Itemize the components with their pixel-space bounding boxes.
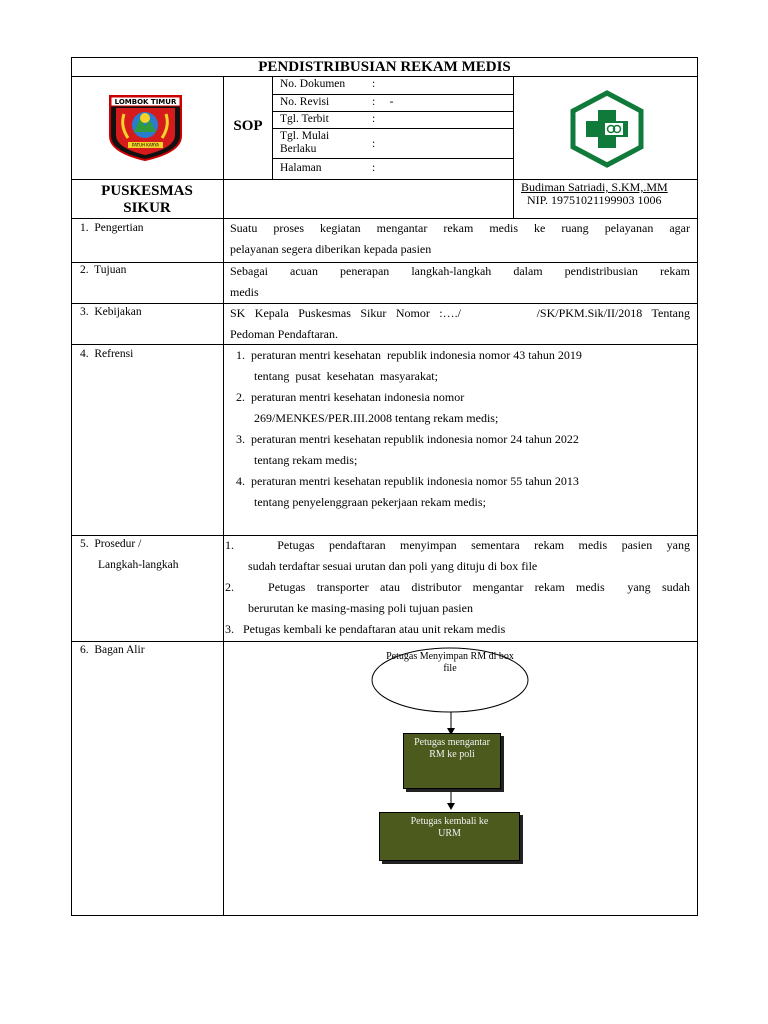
list-item-cont: tentang penyelenggraan pekerjaan rekam medis;: [254, 495, 486, 509]
flow-arrowhead-2: [447, 803, 455, 810]
institution-line: SIKUR: [123, 200, 171, 216]
flow-node-start: Petugas Menyimpan RM di box file: [386, 651, 514, 674]
section-label-kebijakan: 3. Kebijakan: [80, 306, 142, 318]
list-item: 1. peraturan mentri kesehatan republik indonesia nomor 43 tahun 2019: [236, 348, 582, 362]
list-item: 2. Petugas transporter atau distributor mengantar rekam medis yang sudah: [225, 580, 690, 594]
list-item: 3. Petugas kembali ke pendaftaran atau unit rekam medis: [225, 622, 506, 636]
tujuan-line: medis: [230, 285, 259, 299]
list-item-cont: berurutan ke masing-masing poli tujuan pasien: [248, 601, 473, 615]
meta-label: Tgl. Terbit: [280, 113, 329, 125]
list-item-cont: tentang rekam medis;: [254, 453, 358, 467]
meta-label: Tgl. Mulai Berlaku: [280, 130, 330, 155]
meta-value: :: [372, 162, 376, 174]
logo-caption: LOMBOK TIMUR: [114, 98, 177, 106]
list-item: 2. peraturan mentri kesehatan indonesia nomor: [236, 390, 465, 404]
institution-line: PUSKESMAS: [101, 183, 193, 199]
meta-label: Halaman: [280, 162, 322, 174]
meta-value: :: [372, 113, 376, 125]
pengertian-line: Suatu proses kegiatan mengantar rekam medis ke ruang pelayanan agar: [230, 221, 690, 235]
document-title: PENDISTRIBUSIAN REKAM MEDIS: [258, 59, 511, 75]
meta-label: No. Revisi: [280, 96, 330, 108]
list-item-cont: 269/MENKES/PER.III.2008 tentang rekam medis;: [254, 411, 499, 425]
list-item: 4. peraturan mentri kesehatan republik indonesia nomor 55 tahun 2013: [236, 474, 579, 488]
sop-label: SOP: [233, 118, 263, 134]
section-label-prosedur-sub: Langkah-langkah: [98, 559, 179, 571]
logo-motto: PATUH KARYA: [132, 142, 159, 148]
list-item-cont: sudah terdaftar sesuai urutan dan poli yang dituju di box file: [248, 559, 538, 573]
section-label-tujuan: 2. Tujuan: [80, 264, 127, 276]
tujuan-line: Sebagai acuan penerapan langkah-langkah dalam pendistribusian rekam: [230, 264, 690, 278]
section-label-bagan: 6. Bagan Alir: [80, 644, 145, 656]
signatory-name: Budiman Satriadi, S.KM,.MM: [521, 180, 668, 194]
lombok-timur-logo: [108, 92, 183, 162]
signatory-nip: NIP. 19751021199903 1006: [527, 193, 662, 207]
flow-node-text: Petugas kembali ke URM: [410, 816, 489, 839]
kebijakan-line: Pedoman Pendaftaran.: [230, 327, 338, 341]
section-label-refrensi: 4. Refrensi: [80, 348, 134, 360]
meta-value: :: [372, 138, 376, 150]
section-label-prosedur: 5. Prosedur /: [80, 538, 142, 550]
puskesmas-logo: [567, 90, 647, 168]
pengertian-line: pelayanan segera diberikan kepada pasien: [230, 242, 432, 256]
flow-node-end: [379, 812, 520, 861]
kebijakan-line: SK Kepala Puskesmas Sikur Nomor :…./ /SK/PKM.Sik/II/2018 Tentang: [230, 306, 690, 320]
list-item: 3. peraturan mentri kesehatan republik indonesia nomor 24 tahun 2022: [236, 432, 579, 446]
meta-value: :: [372, 78, 376, 90]
meta-value: : -: [372, 96, 394, 108]
meta-label: No. Dokumen: [280, 78, 346, 90]
list-item: 1. Petugas pendaftaran menyimpan sementara rekam medis pasien yang: [225, 538, 690, 552]
institution-name: [72, 183, 222, 217]
list-item-cont: tentang pusat kesehatan masyarakat;: [254, 369, 438, 383]
flow-node-text: Petugas mengantar RM ke poli: [414, 737, 490, 760]
section-label-pengertian: 1. Pengertian: [80, 222, 144, 234]
flow-node-process: [403, 733, 501, 789]
